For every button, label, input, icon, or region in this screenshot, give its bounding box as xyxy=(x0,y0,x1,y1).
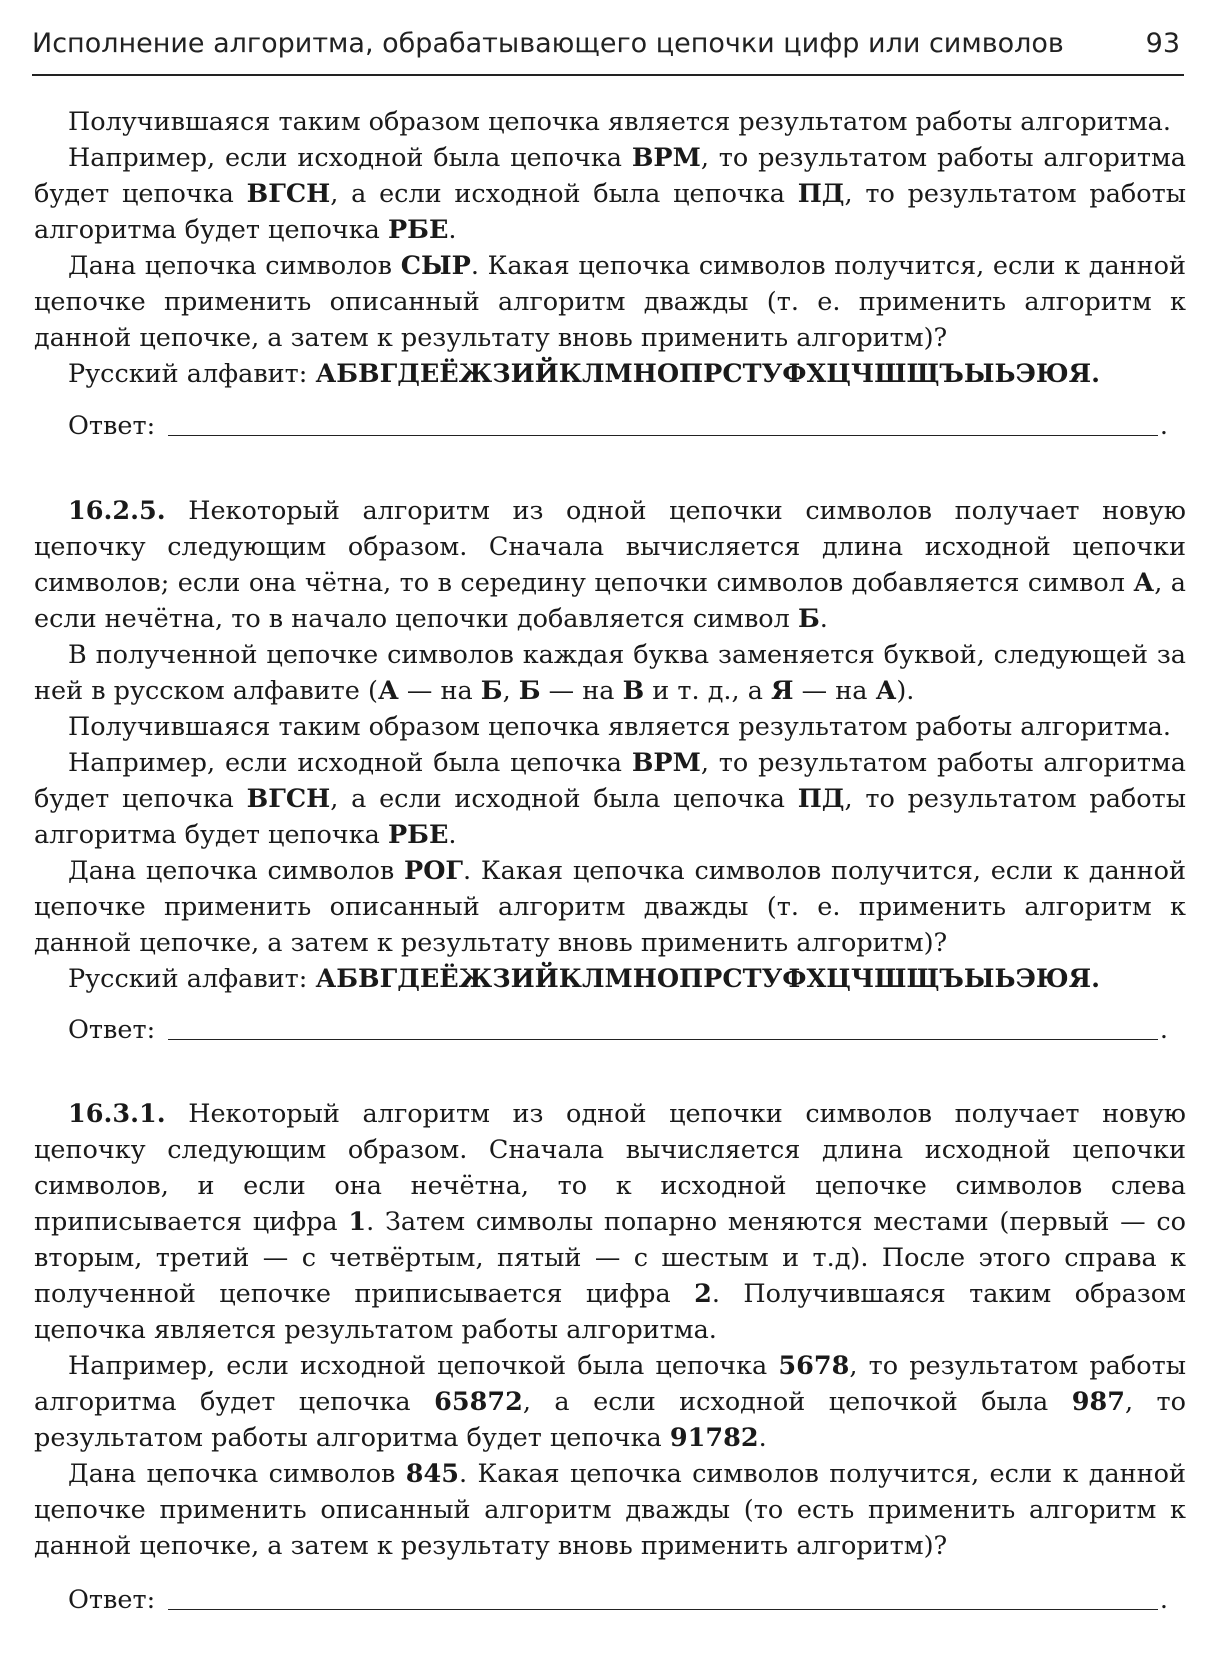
answer-blank-line[interactable] xyxy=(168,1039,1158,1040)
answer-row-16-2-5 xyxy=(68,1012,1176,1048)
task-16-3-1-example: Например, если исходной цепочкой была цепочка 5678, то результатом работы алгоритма будет цепочка 65872, а если исходной цепочкой была 987, то результатом работы алгоритма будет цепочка 91782. xyxy=(34,1351,1186,1453)
task-number: 16.2.5. xyxy=(68,496,166,526)
task-16-2-5-statement: 16.2.5. Некоторый алгоритм из одной цепочки символов получает новую цепочку следующим образом. Сначала вычисляется длина исходной цепочки символов; если она чётна, то в середину цепочки символов добавляется символ А, а если нечётна, то в начало цепочки добавляется символ Б. xyxy=(34,496,1186,634)
running-head-title: Исполнение алгоритма, обрабатывающего цепочки цифр или символов xyxy=(32,28,1064,59)
answer-row-1 xyxy=(68,408,1176,444)
paragraph-result-1: Получившаяся таким образом цепочка является результатом работы алгоритма. xyxy=(68,107,1171,137)
task-16-2-5-result: Получившаяся таким образом цепочка является результатом работы алгоритма. xyxy=(68,712,1171,742)
answer-blank-line[interactable] xyxy=(168,435,1158,436)
paragraph-question-1: Дана цепочка символов СЫР. Какая цепочка символов получится, если к данной цепочке применить описанный алгоритм дважды (т. е. применить алгоритм к данной цепочке, а затем к результату вновь применить алгоритм)? xyxy=(34,251,1187,353)
answer-label: Ответ: xyxy=(68,411,156,441)
answer-dot: . xyxy=(1159,411,1168,441)
task-16-2-5-alphabet: Русский алфавит: АБВГДЕЁЖЗИЙКЛМНОПРСТУФХЦЧШЩЪЫЬЭЮЯ. xyxy=(68,964,1101,994)
task-16-3-1-statement: 16.3.1. Некоторый алгоритм из одной цепочки символов получает новую цепочку следующим образом. Сначала вычисляется длина исходной цепочки символов, и если она нечётна, то к исходной цепочке символов слева приписывается цифра 1. Затем символы попарно меняются местами (первый — со вторым, третий — с четвёртым, пятый — с шестым и т.д). После этого справа к полученной цепочке приписывается цифра 2. Получившаяся таким образом цепочка является результатом работы алгоритма. xyxy=(34,1099,1186,1345)
task-16-2-5-rule: В полученной цепочке символов каждая буква заменяется буквой, следующей за ней в русском алфавите (А — на Б, Б — на В и т. д., а Я — на А). xyxy=(34,640,1186,706)
task-16-2-5-example: Например, если исходной была цепочка ВРМ, то результатом работы алгоритма будет цепочка ВГСН, а если исходной была цепочка ПД, то результатом работы алгоритма будет цепочка РБЕ. xyxy=(34,748,1187,850)
page-number: 93 xyxy=(1145,28,1180,59)
paragraph-example-1: Например, если исходной была цепочка ВРМ, то результатом работы алгоритма будет цепочка ВГСН, а если исходной была цепочка ПД, то результатом работы алгоритма будет цепочка РБЕ. xyxy=(34,143,1187,245)
answer-row-16-3-1 xyxy=(68,1582,1176,1618)
answer-dot: . xyxy=(1159,1585,1168,1615)
answer-dot: . xyxy=(1159,1015,1168,1045)
paragraph-alphabet-1: Русский алфавит: АБВГДЕЁЖЗИЙКЛМНОПРСТУФХЦЧШЩЪЫЬЭЮЯ. xyxy=(68,359,1101,389)
answer-label: Ответ: xyxy=(68,1015,156,1045)
answer-label: Ответ: xyxy=(68,1585,156,1615)
task-16-3-1-question: Дана цепочка символов 845. Какая цепочка символов получится, если к данной цепочке применить описанный алгоритм дважды (то есть применить алгоритм к данной цепочке, а затем к результату вновь применить алгоритм)? xyxy=(34,1459,1187,1561)
task-16-2-5-question: Дана цепочка символов РОГ. Какая цепочка символов получится, если к данной цепочке применить описанный алгоритм дважды (т. е. применить алгоритм к данной цепочке, а затем к результату вновь применить алгоритм)? xyxy=(34,856,1187,958)
answer-blank-line[interactable] xyxy=(168,1609,1158,1610)
running-head xyxy=(32,22,1184,76)
task-number: 16.3.1. xyxy=(68,1099,166,1129)
